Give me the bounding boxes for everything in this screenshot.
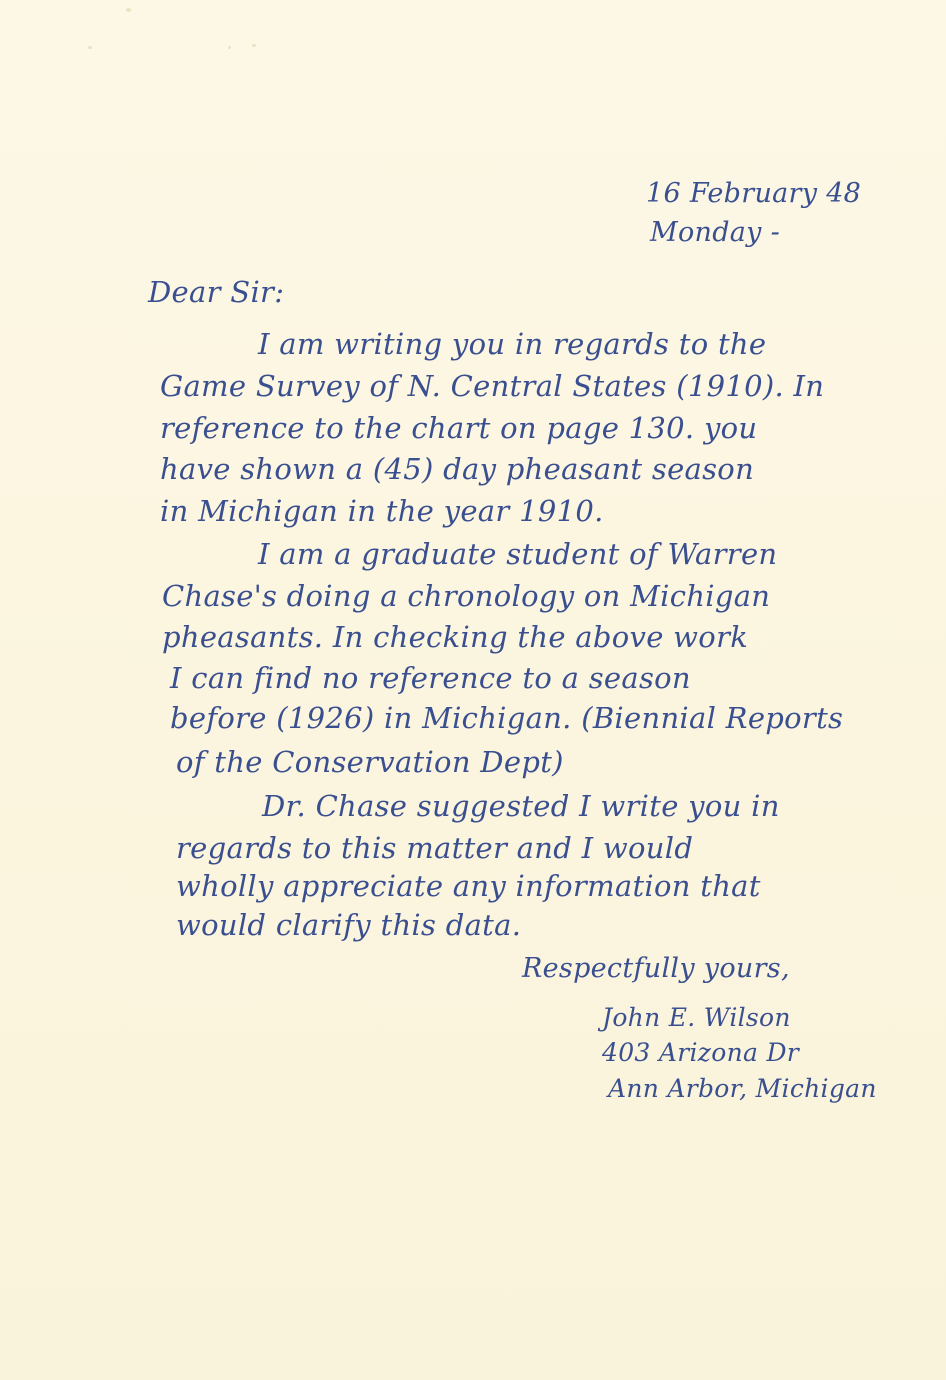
body-line: before (1926) in Michigan. (Biennial Reports [170, 701, 844, 735]
body-line: of the Conservation Dept) [176, 745, 564, 779]
body-line: Dr. Chase suggested I write you in [262, 789, 780, 823]
salutation: Dear Sir: [148, 275, 285, 309]
closing: Respectfully yours, [522, 953, 790, 984]
body-line: Game Survey of N. Central States (1910). In [160, 369, 825, 403]
paper-speck [252, 44, 256, 47]
body-line: reference to the chart on page 130. you [160, 411, 758, 445]
body-line: regards to this matter and I would [176, 831, 694, 865]
signature-name: John E. Wilson [602, 1003, 791, 1032]
body-line: pheasants. In checking the above work [162, 620, 749, 654]
body-line: have shown a (45) day pheasant season [160, 452, 755, 486]
signature-street: 403 Arizona Dr [602, 1038, 800, 1067]
body-line: I am a graduate student of Warren [258, 537, 778, 571]
paper-speck [228, 46, 231, 49]
body-line: wholly appreciate any information that [176, 869, 761, 903]
paper-speck [126, 8, 131, 12]
signature-city: Ann Arbor, Michigan [608, 1074, 877, 1103]
body-line: I am writing you in regards to the [258, 327, 767, 361]
day-line: Monday - [650, 217, 781, 248]
body-line: would clarify this data. [176, 908, 522, 942]
paper-speck [88, 46, 92, 49]
date-line: 16 February 48 [646, 178, 862, 209]
body-line: I can find no reference to a season [170, 661, 691, 695]
body-line: in Michigan in the year 1910. [160, 494, 604, 528]
body-line: Chase's doing a chronology on Michigan [162, 579, 771, 613]
